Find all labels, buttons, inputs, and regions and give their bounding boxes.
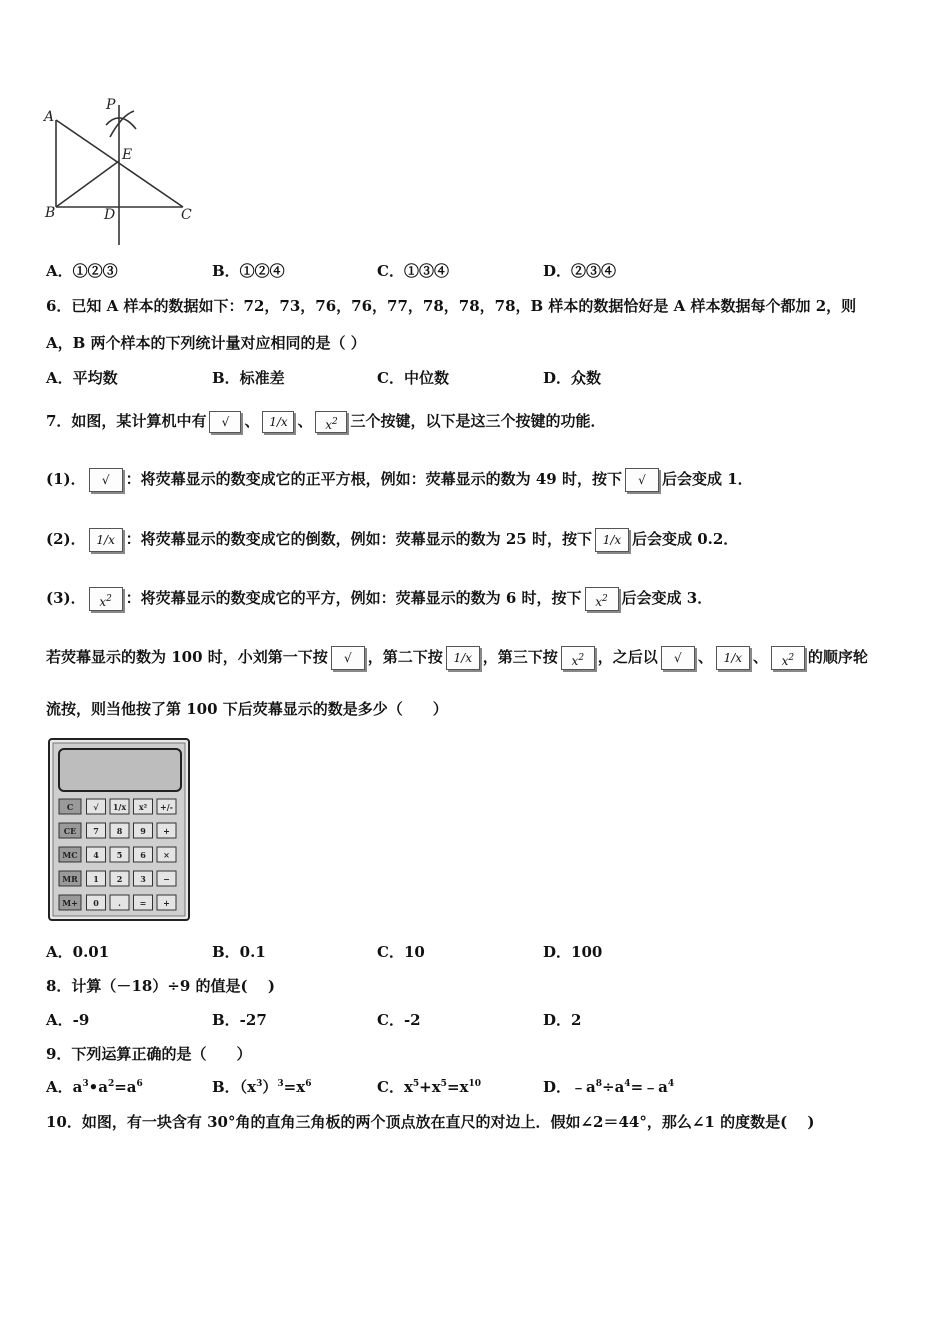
sep: 、 — [752, 648, 768, 666]
calculator-key-label: 0 — [93, 898, 99, 908]
k2-post: 后会变成 0.2． — [631, 530, 739, 548]
calculator-key-label: C — [66, 802, 74, 812]
square-key-icon: $x^2$ — [561, 646, 595, 670]
q7-option-d: D．100 — [543, 943, 603, 961]
calculator-key-label: 9 — [140, 826, 146, 836]
sqrt-key-icon: √ — [661, 646, 695, 670]
sep: 、 — [244, 412, 260, 430]
sep: 、 — [697, 648, 713, 666]
q5-option-c: C．①③④ — [377, 262, 449, 280]
q7-intro-a: 7．如图，某计算机中有 — [46, 412, 207, 430]
calculator-key-label: 1 — [93, 874, 99, 884]
calculator-key-label: × — [163, 850, 170, 860]
calculator-key-label: = — [139, 898, 147, 908]
q6-option-d: D．众数 — [543, 369, 602, 387]
q7-intro — [46, 402, 606, 440]
q8-option-a: A．-9 — [46, 1011, 90, 1029]
sqrt-key-icon: √ — [209, 411, 241, 433]
calculator-key-label: MR — [62, 874, 78, 884]
sep: 、 — [297, 412, 313, 430]
calculator-key-label: 2 — [116, 874, 123, 884]
label-a: A — [44, 109, 55, 125]
q9-option-c: C．$x^5+x^5=x^{10}$ — [377, 1078, 481, 1096]
q9-option-a: A．$a^3•a^2=a^6$ — [46, 1078, 143, 1096]
reciprocal-key-icon: 1/x — [262, 411, 294, 433]
square-key-icon: $x^2$ — [585, 587, 619, 611]
calculator-key-label: + — [163, 826, 170, 836]
q-b: ，第二下按 — [367, 648, 443, 666]
calculator-key-label: CE — [63, 826, 77, 836]
calculator-image — [48, 738, 190, 921]
sqrt-key-icon: √ — [89, 468, 123, 492]
q8-option-b: B．-27 — [212, 1011, 267, 1029]
calculator-key-label: 6 — [140, 850, 146, 860]
k1-text: ：将荧幕显示的数变成它的正平方根，例如：荧幕显示的数为 49 时，按下 — [125, 470, 622, 488]
q5-option-d: D．②③④ — [543, 262, 617, 280]
k1-post: 后会变成 1． — [661, 470, 753, 488]
reciprocal-key-icon: 1/x — [595, 528, 629, 552]
q8-option-c: C．-2 — [377, 1011, 421, 1029]
sqrt-key-icon: √ — [625, 468, 659, 492]
q7-question — [46, 636, 868, 678]
reciprocal-key-icon: 1/x — [716, 646, 750, 670]
calculator-key-label: 5 — [116, 850, 123, 860]
calculator-key-label: + — [163, 898, 170, 908]
calculator-key-label: 7 — [93, 826, 99, 836]
q9-option-d: D．$﹣a^8\div a^4=﹣a^4$ — [543, 1078, 675, 1096]
reciprocal-key-icon: 1/x — [89, 528, 123, 552]
geometry-figure — [40, 95, 210, 250]
k2-text: ：将荧幕显示的数变成它的倒数，例如：荧幕显示的数为 25 时，按下 — [125, 530, 592, 548]
q-a: 若荧幕显示的数为 100 时，小刘第一下按 — [46, 648, 328, 666]
q7-intro-b: 三个按键，以下是这三个按键的功能． — [350, 412, 606, 430]
q8-option-d: D．2 — [543, 1011, 582, 1029]
q6-option-a: A．平均数 — [46, 369, 118, 387]
label-c: C — [181, 207, 192, 223]
q7-key3-desc — [46, 577, 712, 619]
q7-option-c: C．10 — [377, 943, 425, 961]
label-e: E — [122, 147, 133, 163]
calculator-key-label: . — [118, 898, 121, 908]
q5-option-a: A．①②③ — [46, 262, 118, 280]
square-key-icon: $x^2$ — [315, 411, 347, 433]
q7-key1-desc — [46, 458, 753, 500]
calculator-key-label: √ — [93, 802, 99, 812]
q7-option-a: A．0.01 — [46, 943, 110, 961]
calculator-key-label: M+ — [62, 898, 78, 908]
q5-option-b: B．①②④ — [212, 262, 285, 280]
k3-pre: (3)． — [46, 589, 86, 607]
sqrt-key-icon: √ — [331, 646, 365, 670]
label-b: B — [45, 205, 56, 221]
calculator-key-label: MC — [62, 850, 78, 860]
q6-option-b: B．标准差 — [212, 369, 285, 387]
calculator-key-label: 1/x — [112, 802, 127, 812]
calculator-key-label: 4 — [93, 850, 99, 860]
k1-pre: (1)． — [46, 470, 86, 488]
q-d: ，之后以 — [597, 648, 658, 666]
label-p: P — [106, 97, 116, 113]
k2-pre: (2)． — [46, 530, 86, 548]
calculator-key-label: x² — [138, 802, 148, 812]
q7-key2-desc — [46, 518, 738, 560]
q-c: ，第三下按 — [482, 648, 558, 666]
q6-line2: A，B 两个样本的下列统计量对应相同的是（ ） — [46, 334, 366, 352]
k3-text: ：将荧幕显示的数变成它的平方，例如：荧幕显示的数为 6 时，按下 — [125, 589, 582, 607]
square-key-icon: $x^2$ — [771, 646, 805, 670]
calculator-key-label: 8 — [116, 826, 123, 836]
q-e: 的顺序轮 — [807, 648, 868, 666]
q9-option-b: B．$(x^3)^3=x^6$ — [212, 1078, 312, 1096]
q9-text: 9．下列运算正确的是（ ） — [46, 1045, 252, 1063]
q6-option-c: C．中位数 — [377, 369, 449, 387]
q7-option-b: B．0.1 — [212, 943, 266, 961]
q6-line1: 6．已知 A 样本的数据如下：72，73，76，76，77，78，78，78，B 样本的数据恰好是 A 样本数据每个都加 2，则 — [46, 297, 857, 315]
q7-question-line2: 流按，则当他按了第 100 下后荧幕显示的数是多少（ ） — [46, 700, 448, 718]
calculator-key-label: 3 — [140, 874, 146, 884]
calculator-key-label: +/- — [160, 802, 173, 812]
label-d: D — [104, 207, 116, 223]
reciprocal-key-icon: 1/x — [446, 646, 480, 670]
q10-text: 10．如图，有一块含有 30°角的直角三角板的两个顶点放在直尺的对边上．假如∠2＝44°，那么∠1 的度数是( ) — [46, 1113, 815, 1131]
k3-post: 后会变成 3． — [621, 589, 713, 607]
square-key-icon: $x^2$ — [89, 587, 123, 611]
calculator-key-label: − — [163, 874, 170, 884]
q8-text: 8．计算（－18）÷9 的值是( ) — [46, 977, 275, 995]
